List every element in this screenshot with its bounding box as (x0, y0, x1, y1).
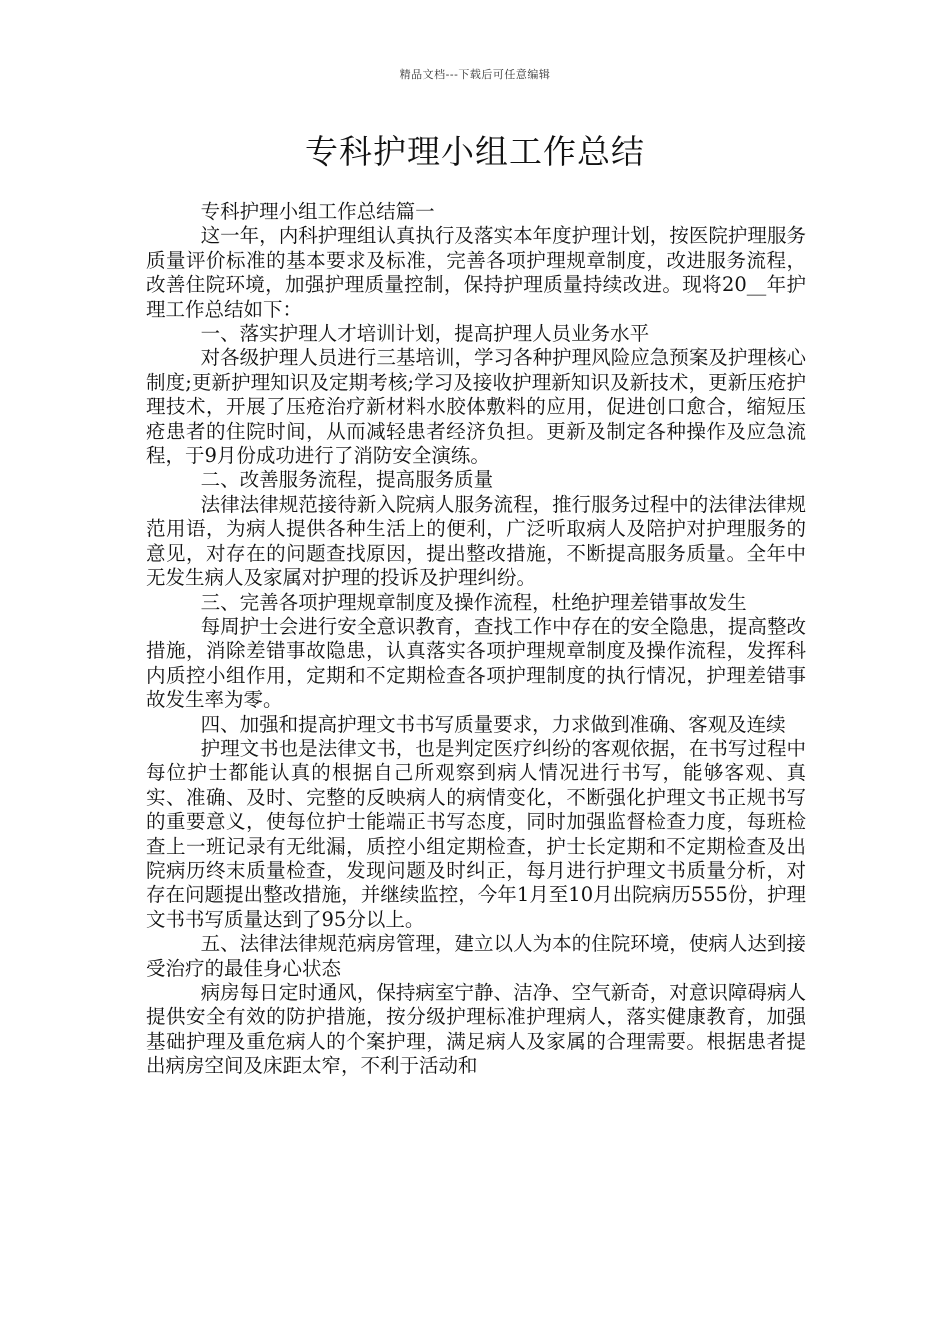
body-paragraph: 病房每日定时通风，保持病室宁静、洁净、空气新奇，对意识障碍病人提供安全有效的防护措施，按分级护理标准护理病人，落实健康教育，加强基础护理及重危病人的个案护理，满足病人及家属的合理需要。根据患者提出病房空间及床距太窄，不利于活动和 (146, 981, 806, 1078)
header-note: 精品文档---下载后可任意编辑 (399, 68, 551, 81)
body-paragraph: 护理文书也是法律文书，也是判定医疗纠纷的客观依据，在书写过程中每位护士都能认真的根据自己所观察到病人情况进行书写，能够客观、真实、准确、及时、完整的反映病人的病情变化，不断强化护理文书正规书写的重要意义，使每位护士能端正书写态度，同时加强监督检查力度，每班检查上一班记录有无纰漏，质控小组定期检查，护士长定期和不定期检查及出院病历终末质量检查，发现问题及时纠正，每月进行护理文书质量分析，对存在问题提出整改措施，并继续监控，今年1月至10月出院病历555份，护理文书书写质量达到了95分以上。 (146, 736, 806, 931)
section-heading: 三、完善各项护理规章制度及操作流程，杜绝护理差错事故发生 (200, 590, 747, 614)
section-heading: 二、改善服务流程，提高服务质量 (200, 468, 494, 492)
body-paragraph: 对各级护理人员进行三基培训，学习各种护理风险应急预案及护理核心制度;更新护理知识及定期考核;学习及接收护理新知识及新技术，更新压疮护理技术，开展了压疮治疗新材料水胶体敷料的应用，促进创口愈合，缩短压疮患者的住院时间，从而减轻患者经济负担。更新及制定各种操作及应急流程，于9月份成功进行了消防安全演练。 (146, 346, 806, 468)
section-heading: 五、法律法律规范病房管理，建立以人为本的住院环境，使病人达到接受治疗的最佳身心状态 (146, 932, 806, 980)
body-paragraph: 每周护士会进行安全意识教育，查找工作中存在的安全隐患，提高整改措施，消除差错事故隐患，认真落实各项护理规章制度及操作流程，发挥科内质控小组作用，定期和不定期检查各项护理制度的执行情况，护理差错事故发生率为零。 (146, 614, 806, 712)
section-heading: 一、落实护理人才培训计划，提高护理人员业务水平 (200, 322, 650, 346)
body-paragraph: 这一年，内科护理组认真执行及落实本年度护理计划，按医院护理服务质量评价标准的基本要求及标准，完善各项护理规章制度，改进服务流程，改善住院环境，加强护理质量控制，保持护理质量持续改进。现将20__年护理工作总结如下： (146, 224, 806, 321)
document-body (146, 200, 806, 1079)
body-paragraph: 法律法律规范接待新入院病人服务流程，推行服务过程中的法律法律规范用语，为病人提供各种生活上的便利，广泛听取病人及陪护对护理服务的意见，对存在的问题查找原因，提出整改措施，不断提高服务质量。全年中无发生病人及家属对护理的投诉及护理纠纷。 (146, 492, 806, 590)
document-title: 专科护理小组工作总结 (305, 132, 645, 171)
section-heading: 四、加强和提高护理文书书写质量要求，力求做到准确、客观及连续 (200, 712, 786, 736)
section-heading: 专科护理小组工作总结篇一 (200, 200, 435, 223)
